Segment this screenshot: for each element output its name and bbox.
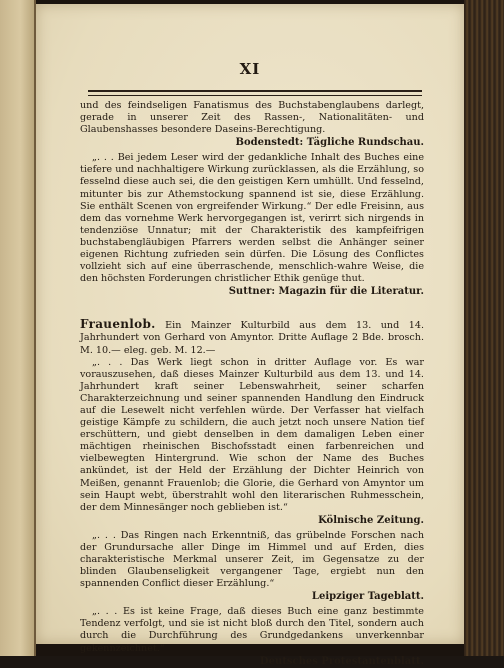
- book-description: Ein Mainzer Kulturbild aus dem 13. und 14. Jahrhundert von Gerhard von Amyntor. Dritte Auflage 2 Bde. brosch. M. 10.— eleg. geb. M. 12.—: [80, 320, 424, 356]
- book-edge-pattern: [464, 0, 504, 656]
- page-number: XI: [239, 60, 261, 78]
- left-page-edge: [0, 0, 36, 656]
- review-text: „. . . Bei jedem Leser wird der gedankliche Inhalt des Buches eine tiefere und nachhaltigere Wirkung zurücklassen, als die Erzählung, so fesselnd diese auch sei, die den geistigen Kern umhüllt. Und fesselnd, mitunter bis zur Athemstockung spannend ist sie, diese Erzählung. Sie enthält Scenen von ergreifender Wirkung.“ Der edle Freisinn, aus dem das vornehme Werk hervorgegangen ist, verirrt sich nirgends in tendenziöse Unnatur; mit der Charakteristik des kampfeifrigen buchstabengläubigen Pfarrers werden selbst die Anhänger seiner eigenen Richtung zufrieden sein dürfen. Die Lösung des Conflictes vollzieht sich auf eine überraschende, menschlich-wahre Weise, die den höchsten Forderungen christlicher Ethik genüge thut.: [80, 152, 424, 285]
- book-entry-heading: [80, 318, 424, 356]
- section-gap: [80, 298, 424, 318]
- review-source: Bodenstedt: Tägliche Rundschau.: [235, 137, 424, 149]
- review-text: „. . . Es ist keine Frage, daß dieses Buch eine ganz bestimmte Tendenz verfolgt, und sie ist nicht bloß durch den Titel, sondern auch durch die Durchführung des Grundgedankens unverkennbar gekennzeichnet.“: [80, 606, 424, 654]
- review-text: „. . . Das Werk liegt schon in dritter Auflage vor. Es war vorauszusehen, daß dieses Mainzer Kulturbild aus dem 13. und 14. Jahrhundert kraft seiner Lebenswahrheit, seiner scharfen Charakterzeichnung und seiner spannenden Handlung den Eindruck auf die Lesewelt nicht verfehlen würde. Der Verfasser hat vielfach geistige Kämpfe zu schildern, die auch jetzt noch unsere Nation tief erschüttern, und giebt denselben in dem damaligen Leben einer mächtigen rheinischen Bischofsstadt einen farbenreichen und vielbewegten Hintergrund. Wie schon der Name des Buches ankündet, ist der Held der Erzählung der Dichter Heinrich von Meißen, genannt Frauenlob; die Glorie, die Gerhard von Amyntor um sein Haupt webt, überstrahlt wohl den literarischen Ruhmesschein, der dem Minnesänger noch geblieben ist.“: [80, 356, 424, 513]
- review-text: „. . . Das Ringen nach Erkenntniß, das grübelnde Forschen nach der Grundursache aller Dinge im Himmel und auf Erden, dies charakteristische Merkmal unserer Zeit, im Gegensatze zu der blinden Glaubenseligkeit vergangener Tage, ergiebt nun den spannenden Conflict dieser Erzählung.“: [80, 529, 424, 590]
- header-rule: [88, 90, 422, 92]
- header-rule-thin: [88, 95, 422, 96]
- book-page: [36, 4, 464, 667]
- review-block-1: [80, 100, 424, 668]
- book-title: Frauenlob.: [80, 317, 156, 332]
- review-source: Kölnische Zeitung.: [318, 514, 424, 526]
- review-source: Suttner: Magazin für die Literatur.: [228, 286, 424, 298]
- review-source: Leipziger Tageblatt.: [311, 591, 424, 603]
- review-source: Deutsches Protestantenblatt.: [259, 655, 424, 667]
- review-text: und des feindseligen Fanatismus des Buchstabenglaubens darlegt, gerade in unserer Zeit des Rassen-, Nationalitäten- und Glaubenshasses besondere Daseins-Berechtigung.: [80, 100, 424, 136]
